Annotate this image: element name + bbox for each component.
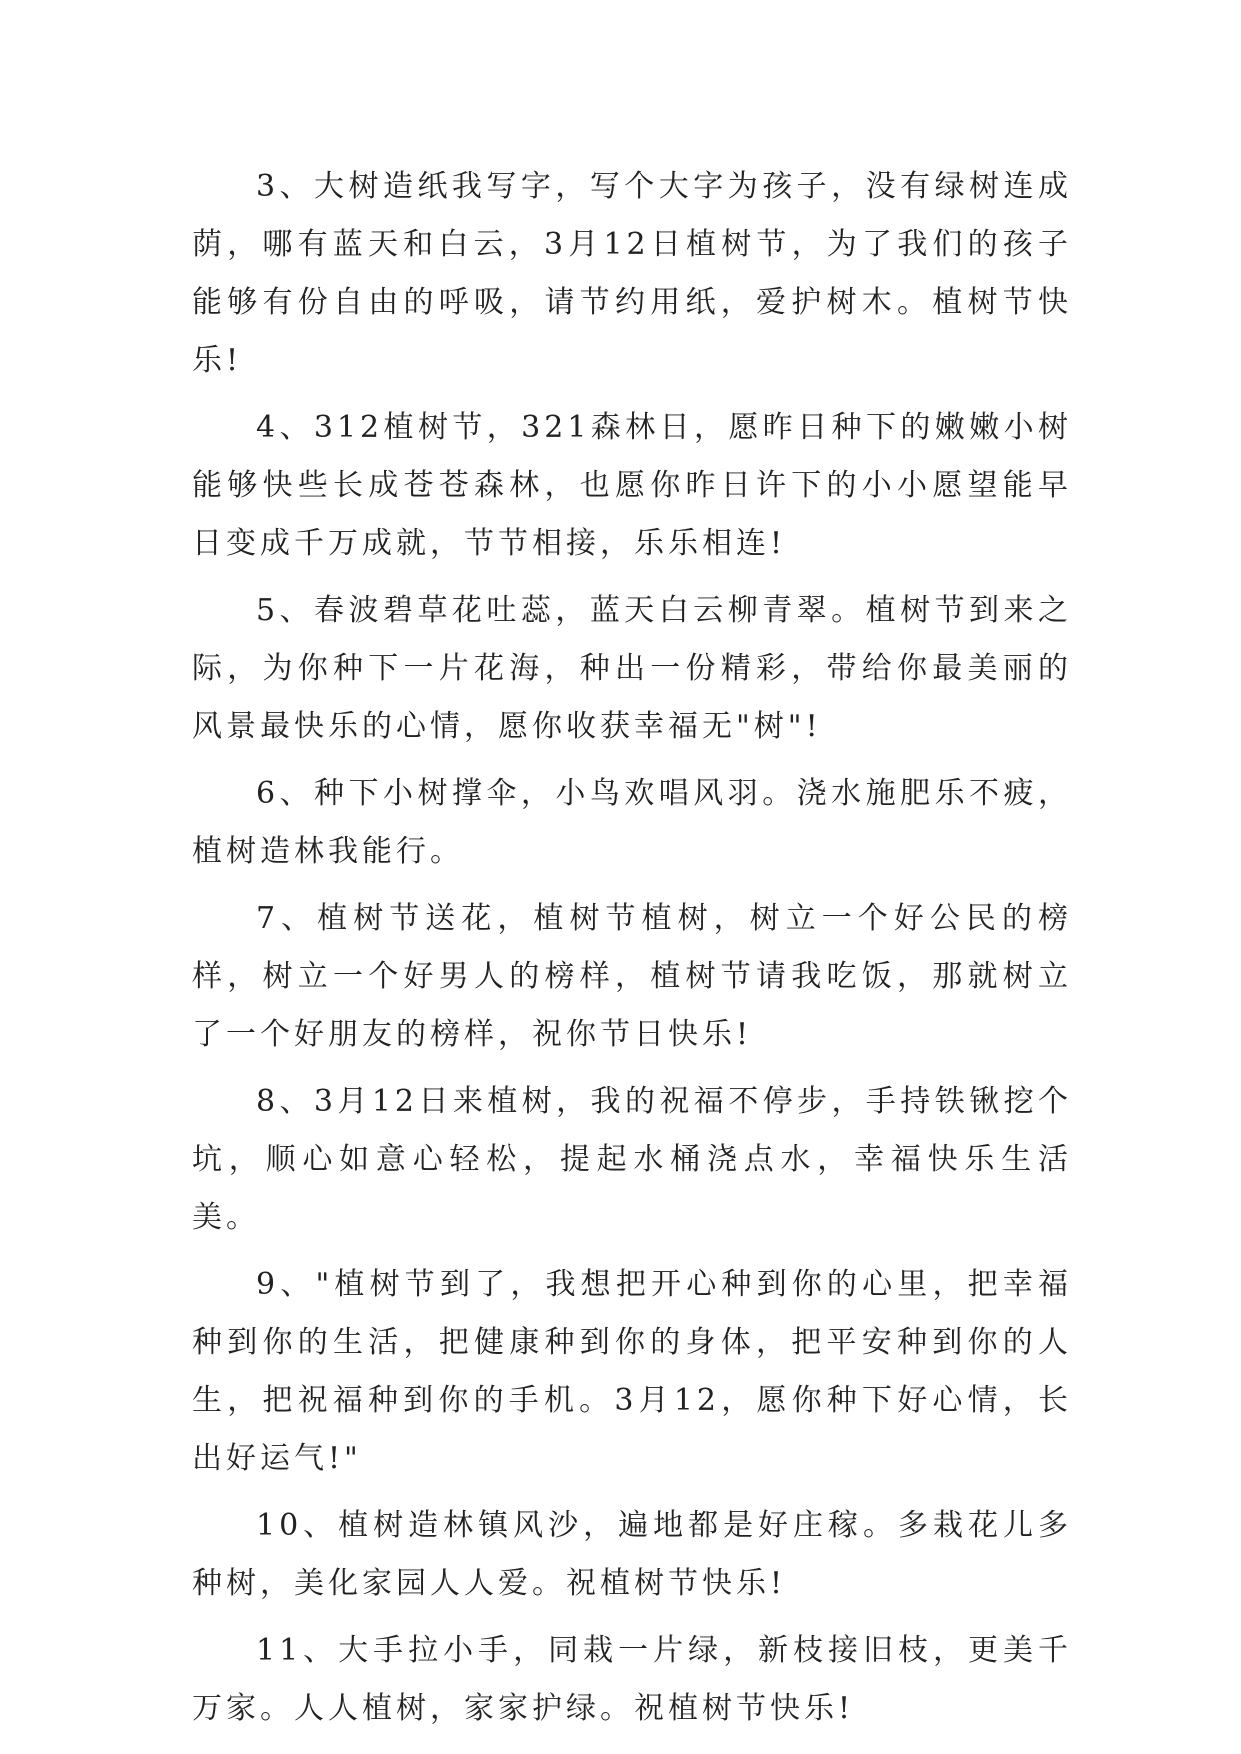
- paragraph-9: 9、"植树节到了，我想把开心种到你的心里，把幸福种到你的生活，把健康种到你的身体，把平安种到你的人生，把祝福种到你的手机。3月12，愿你种下好心情，长出好运气!": [192, 1267, 1072, 1476]
- paragraph-7: 7、植树节送花，植树节植树，树立一个好公民的榜样，树立一个好男人的榜样，植树节请我吃饭，那就树立了一个好朋友的榜样，祝你节日快乐!: [192, 901, 1072, 1052]
- paragraph-3: 3、大树造纸我写字，写个大字为孩子，没有绿树连成荫，哪有蓝天和白云，3月12日植树节，为了我们的孩子能够有份自由的呼吸，请节约用纸，爱护树木。植树节快乐!: [192, 169, 1072, 378]
- paragraph-6: 6、种下小树撑伞，小鸟欢唱风羽。浇水施肥乐不疲，植树造林我能行。: [192, 776, 1072, 869]
- paragraph-5: 5、春波碧草花吐蕊，蓝天白云柳青翠。植树节到来之际，为你种下一片花海，种出一份精彩，带给你最美丽的风景最快乐的心情，愿你收获幸福无"树"!: [192, 593, 1072, 744]
- paragraph-10: 10、植树造林镇风沙，遍地都是好庄稼。多栽花儿多种树，美化家园人人爱。祝植树节快乐!: [192, 1508, 1072, 1601]
- paragraph-4: 4、312植树节，321森林日，愿昨日种下的嫩嫩小树能够快些长成苍苍森林，也愿你昨日许下的小小愿望能早日变成千万成就，节节相接，乐乐相连!: [192, 410, 1072, 561]
- paragraph-11: 11、大手拉小手，同栽一片绿，新枝接旧枝，更美千万家。人人植树，家家护绿。祝植树节快乐!: [192, 1633, 1072, 1726]
- paragraph-8: 8、3月12日来植树，我的祝福不停步，手持铁锹挖个坑，顺心如意心轻松，提起水桶浇点水，幸福快乐生活美。: [192, 1084, 1072, 1235]
- document-body: [192, 158, 1072, 1747]
